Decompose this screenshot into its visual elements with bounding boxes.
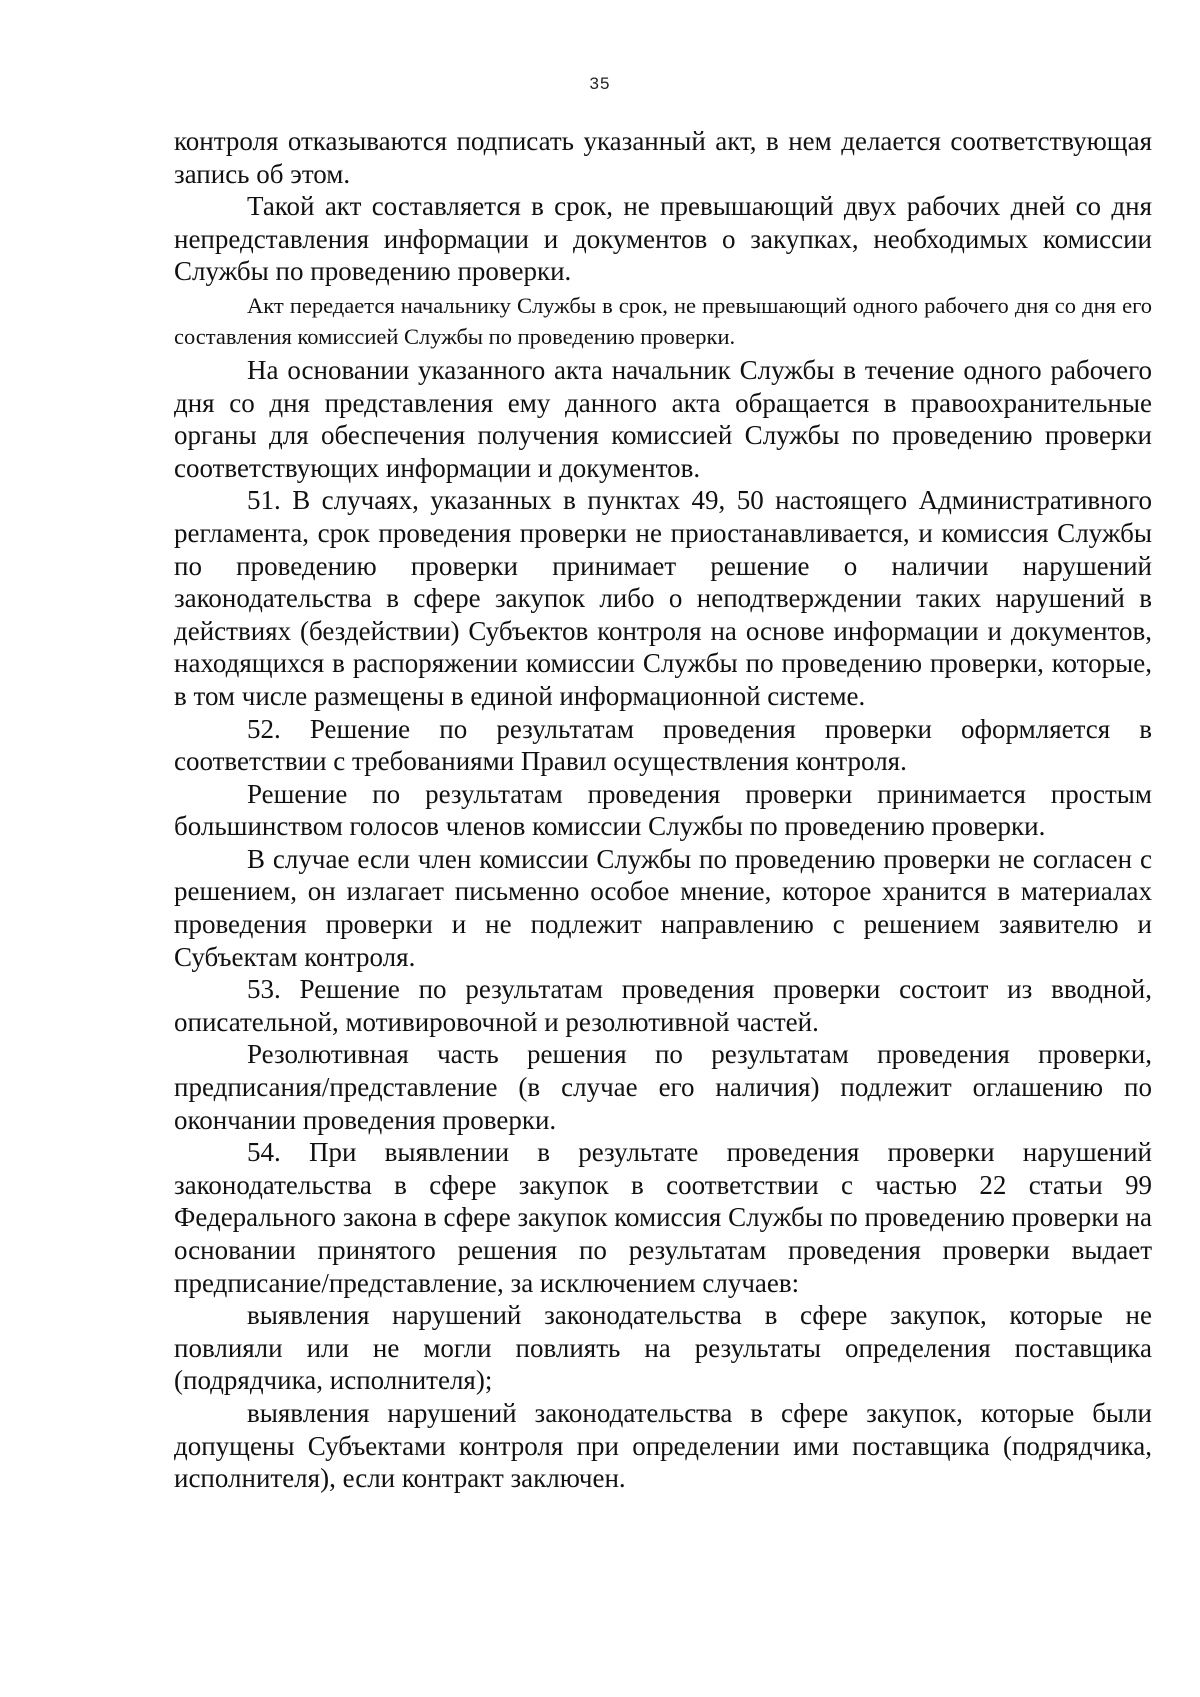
page-number: 35 — [589, 74, 611, 93]
paragraph: Резолютивная часть решения по результатам проведения проверки, предписания/представление (в случае его наличия) подлежит оглашению по окончании проведения проверки. — [174, 1039, 1152, 1135]
paragraph: Такой акт составляется в срок, не превышающий двух рабочих дней со дня непредставления информации и документов о закупках, необходимых комиссии Службы по проведению проверки. — [174, 191, 1152, 287]
document-body — [174, 125, 1152, 1495]
paragraph-item-53: 53. Решение по результатам проведения проверки состоит из вводной, описательной, мотивировочной и резолютивной частей. — [174, 974, 1152, 1037]
paragraph-item-51: 51. В случаях, указанных в пунктах 49, 50 настоящего Административного регламента, срок проведения проверки не приостанавливается, и комиссия Службы по проведению проверки принимает решение о наличии нарушений законодательства в сфере закупок либо о неподтверждении таких нарушений в действиях (бездействии) Субъектов контроля на основе информации и документов, находящихся в распоряжении комиссии Службы по проведению проверки, которые, в том числе размещены в единой информационной системе. — [174, 485, 1152, 711]
paragraph-continuation: контроля отказываются подписать указанный акт, в нем делается соответствующая запись об этом. — [174, 126, 1152, 189]
paragraph: В случае если член комиссии Службы по проведению проверки не согласен с решением, он излагает письменно особое мнение, которое хранится в материалах проведения проверки и не подлежит направлению с решением заявителю и Субъектам контроля. — [174, 843, 1152, 972]
paragraph: Решение по результатам проведения проверки принимается простым большинством голосов членов комиссии Службы по проведению проверки. — [174, 778, 1152, 842]
paragraph-item-54: 54. При выявлении в результате проведения проверки нарушений законодательства в сфере закупок в соответствии с частью 22 статьи 99 Федерального закона в сфере закупок комиссия Службы по проведению проверки на основании принятого решения по результатам проведения проверки выдает предписание/представление, за исключением случаев: — [174, 1137, 1152, 1298]
paragraph-item-52: 52. Решение по результатам проведения проверки оформляется в соответствии с требованиями Правил осуществления контроля. — [174, 713, 1152, 777]
paragraph-exception: выявления нарушений законодательства в сфере закупок, которые не повлияли или не могли повлиять на результаты определения поставщика (подрядчика, исполнителя); — [174, 1300, 1152, 1396]
paragraph-exception: выявления нарушений законодательства в сфере закупок, которые были допущены Субъектами контроля при определении ими поставщика (подрядчика, исполнителя), если контракт заключен. — [174, 1397, 1152, 1494]
paragraph: Акт передается начальнику Службы в срок, не превышающий одного рабочего дня со дня его составления комиссией Службы по проведению проверки. — [174, 292, 1152, 349]
paragraph: На основании указанного акта начальник Службы в течение одного рабочего дня со дня представления ему данного акта обращается в правоохранительные органы для обеспечения получения комиссией Службы по проведению проверки соответствующих информации и документов. — [174, 354, 1152, 483]
